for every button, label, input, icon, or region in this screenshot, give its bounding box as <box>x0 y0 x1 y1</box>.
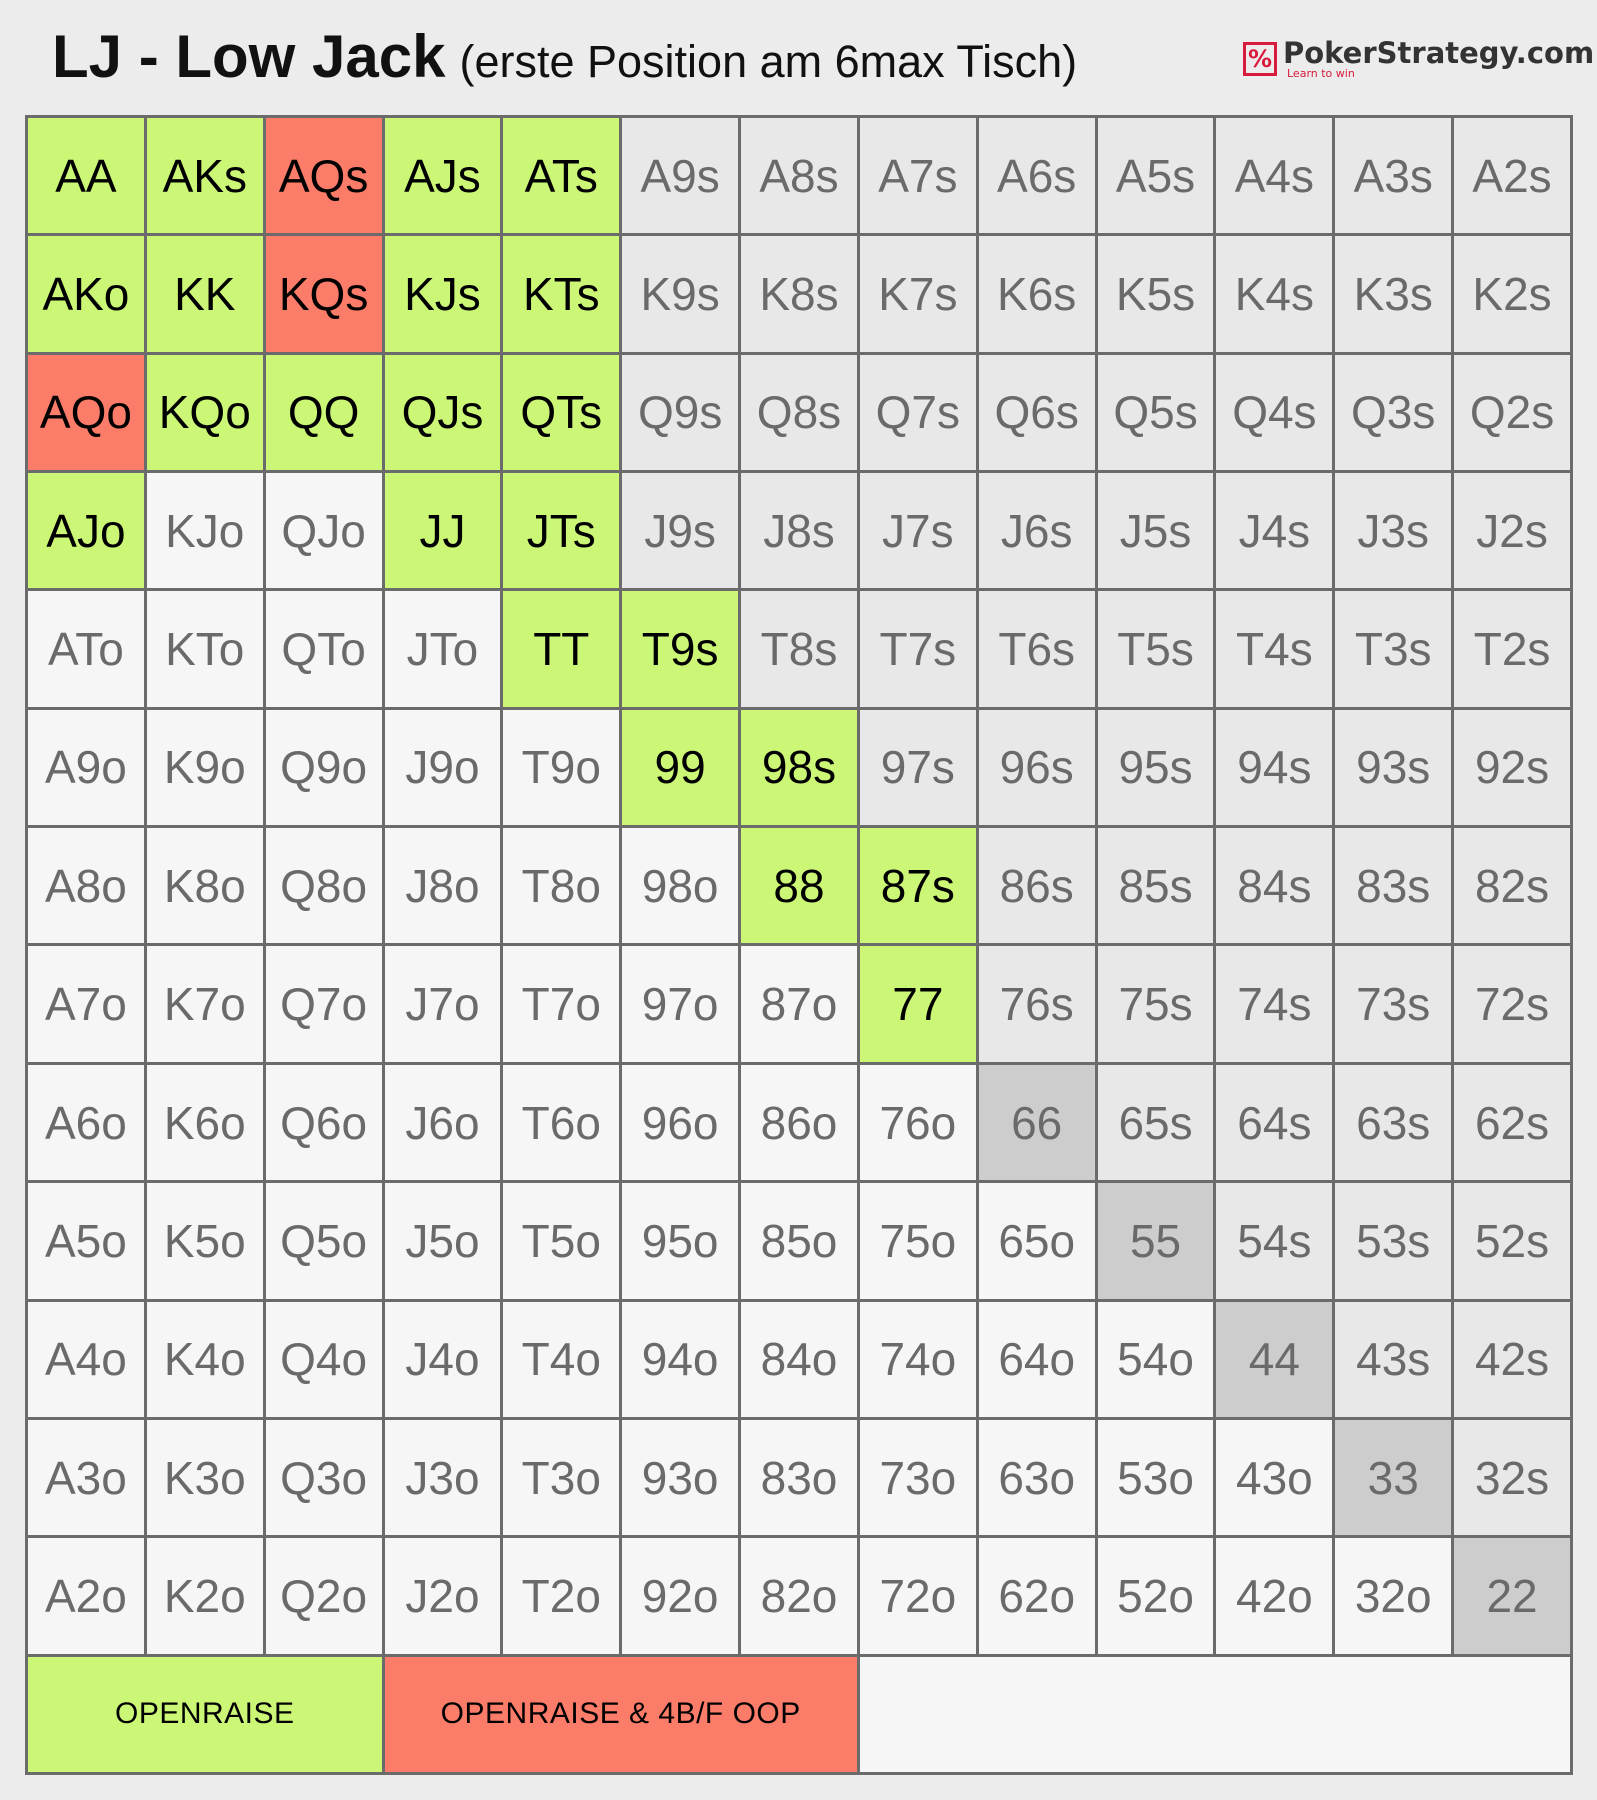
hand-cell-j3o: J3o <box>385 1420 501 1535</box>
hand-cell-43o: 43o <box>1216 1420 1332 1535</box>
hand-cell-ato: ATo <box>28 591 144 706</box>
hand-cell-qjs: QJs <box>385 355 501 470</box>
hand-cell-a7o: A7o <box>28 946 144 1061</box>
hand-cell-kqo: KQo <box>147 355 263 470</box>
hand-cell-63s: 63s <box>1335 1065 1451 1180</box>
hand-cell-j3s: J3s <box>1335 473 1451 588</box>
hand-cell-k5s: K5s <box>1098 236 1214 351</box>
hand-cell-86s: 86s <box>979 828 1095 943</box>
hand-cell-j5s: J5s <box>1098 473 1214 588</box>
hand-cell-98s: 98s <box>741 710 857 825</box>
hand-cell-75o: 75o <box>860 1183 976 1298</box>
range-chart <box>25 115 1573 1775</box>
hand-cell-97s: 97s <box>860 710 976 825</box>
hand-cell-kqs: KQs <box>266 236 382 351</box>
hand-cell-j8s: J8s <box>741 473 857 588</box>
hand-cell-83o: 83o <box>741 1420 857 1535</box>
hand-cell-a4o: A4o <box>28 1302 144 1417</box>
hand-cell-76o: 76o <box>860 1065 976 1180</box>
hand-cell-74s: 74s <box>1216 946 1332 1061</box>
hand-cell-tt: TT <box>503 591 619 706</box>
hand-cell-q6o: Q6o <box>266 1065 382 1180</box>
hand-cell-qq: QQ <box>266 355 382 470</box>
hand-cell-q4s: Q4s <box>1216 355 1332 470</box>
hand-cell-k7o: K7o <box>147 946 263 1061</box>
hand-cell-t7o: T7o <box>503 946 619 1061</box>
hand-cell-t4o: T4o <box>503 1302 619 1417</box>
hand-cell-aqs: AQs <box>266 118 382 233</box>
hand-cell-k9s: K9s <box>622 236 738 351</box>
hand-cell-t5o: T5o <box>503 1183 619 1298</box>
hand-cell-aqo: AQo <box>28 355 144 470</box>
hand-cell-83s: 83s <box>1335 828 1451 943</box>
hand-cell-kk: KK <box>147 236 263 351</box>
hand-cell-22: 22 <box>1454 1538 1570 1653</box>
hand-cell-t4s: T4s <box>1216 591 1332 706</box>
hand-cell-76s: 76s <box>979 946 1095 1061</box>
hand-cell-j9s: J9s <box>622 473 738 588</box>
hand-cell-k6s: K6s <box>979 236 1095 351</box>
hand-cell-ajs: AJs <box>385 118 501 233</box>
hand-cell-kjo: KJo <box>147 473 263 588</box>
hand-cell-q3o: Q3o <box>266 1420 382 1535</box>
hand-cell-42o: 42o <box>1216 1538 1332 1653</box>
hand-cell-k9o: K9o <box>147 710 263 825</box>
page-title: LJ - Low Jack <box>52 23 446 90</box>
hand-cell-a8o: A8o <box>28 828 144 943</box>
hand-cell-t7s: T7s <box>860 591 976 706</box>
hand-cell-73o: 73o <box>860 1420 976 1535</box>
hand-cell-t8s: T8s <box>741 591 857 706</box>
hand-cell-96o: 96o <box>622 1065 738 1180</box>
hand-cell-j4o: J4o <box>385 1302 501 1417</box>
hand-cell-j2s: J2s <box>1454 473 1570 588</box>
hand-cell-q9s: Q9s <box>622 355 738 470</box>
hand-cell-q5s: Q5s <box>1098 355 1214 470</box>
logo-tagline: Learn to win <box>1287 67 1355 80</box>
hand-cell-j2o: J2o <box>385 1538 501 1653</box>
hand-cell-43s: 43s <box>1335 1302 1451 1417</box>
hand-cell-82s: 82s <box>1454 828 1570 943</box>
hand-cell-52s: 52s <box>1454 1183 1570 1298</box>
hand-cell-t9o: T9o <box>503 710 619 825</box>
page-header <box>52 22 1077 112</box>
hand-cell-kto: KTo <box>147 591 263 706</box>
hand-cell-95s: 95s <box>1098 710 1214 825</box>
hand-cell-a3o: A3o <box>28 1420 144 1535</box>
hand-cell-j9o: J9o <box>385 710 501 825</box>
hand-cell-qts: QTs <box>503 355 619 470</box>
hand-cell-87o: 87o <box>741 946 857 1061</box>
logo-name: PokerStrategy.com <box>1283 36 1595 70</box>
hand-cell-jto: JTo <box>385 591 501 706</box>
hand-cell-72s: 72s <box>1454 946 1570 1061</box>
page-subtitle: (erste Position am 6max Tisch) <box>459 36 1078 87</box>
hand-cell-k8o: K8o <box>147 828 263 943</box>
hand-cell-32o: 32o <box>1335 1538 1451 1653</box>
hand-cell-k8s: K8s <box>741 236 857 351</box>
hand-cell-jj: JJ <box>385 473 501 588</box>
hand-cell-q6s: Q6s <box>979 355 1095 470</box>
hand-cell-k4s: K4s <box>1216 236 1332 351</box>
hand-cell-k5o: K5o <box>147 1183 263 1298</box>
hand-cell-k4o: K4o <box>147 1302 263 1417</box>
hand-cell-65s: 65s <box>1098 1065 1214 1180</box>
hand-cell-q7o: Q7o <box>266 946 382 1061</box>
hand-cell-j5o: J5o <box>385 1183 501 1298</box>
hand-cell-a2o: A2o <box>28 1538 144 1653</box>
hand-cell-k2o: K2o <box>147 1538 263 1653</box>
hand-cell-qto: QTo <box>266 591 382 706</box>
hand-cell-kjs: KJs <box>385 236 501 351</box>
hand-cell-82o: 82o <box>741 1538 857 1653</box>
hand-cell-q5o: Q5o <box>266 1183 382 1298</box>
hand-cell-q8o: Q8o <box>266 828 382 943</box>
hand-cell-a6s: A6s <box>979 118 1095 233</box>
hand-cell-t8o: T8o <box>503 828 619 943</box>
hand-cell-62o: 62o <box>979 1538 1095 1653</box>
hand-cell-t9s: T9s <box>622 591 738 706</box>
hand-cell-q2o: Q2o <box>266 1538 382 1653</box>
hand-cell-54s: 54s <box>1216 1183 1332 1298</box>
hand-cell-86o: 86o <box>741 1065 857 1180</box>
hand-cell-44: 44 <box>1216 1302 1332 1417</box>
hand-cell-t3s: T3s <box>1335 591 1451 706</box>
hand-cell-96s: 96s <box>979 710 1095 825</box>
hand-cell-32s: 32s <box>1454 1420 1570 1535</box>
hand-cell-k2s: K2s <box>1454 236 1570 351</box>
hand-cell-aa: AA <box>28 118 144 233</box>
hand-cell-84s: 84s <box>1216 828 1332 943</box>
hand-cell-t2s: T2s <box>1454 591 1570 706</box>
hand-grid <box>28 118 1570 1772</box>
hand-cell-ako: AKo <box>28 236 144 351</box>
hand-cell-a2s: A2s <box>1454 118 1570 233</box>
hand-cell-ajo: AJo <box>28 473 144 588</box>
hand-cell-93s: 93s <box>1335 710 1451 825</box>
hand-cell-q2s: Q2s <box>1454 355 1570 470</box>
legend-empty-space <box>860 1657 1570 1772</box>
pokerstrategy-logo[interactable] <box>1243 38 1594 80</box>
hand-cell-q4o: Q4o <box>266 1302 382 1417</box>
hand-cell-jts: JTs <box>503 473 619 588</box>
hand-cell-42s: 42s <box>1454 1302 1570 1417</box>
hand-cell-85o: 85o <box>741 1183 857 1298</box>
hand-cell-72o: 72o <box>860 1538 976 1653</box>
hand-cell-85s: 85s <box>1098 828 1214 943</box>
hand-cell-64s: 64s <box>1216 1065 1332 1180</box>
hand-cell-t2o: T2o <box>503 1538 619 1653</box>
hand-cell-q7s: Q7s <box>860 355 976 470</box>
hand-cell-qjo: QJo <box>266 473 382 588</box>
hand-cell-k6o: K6o <box>147 1065 263 1180</box>
logo-text <box>1283 38 1594 80</box>
hand-cell-j4s: J4s <box>1216 473 1332 588</box>
hand-cell-94o: 94o <box>622 1302 738 1417</box>
hand-cell-k3o: K3o <box>147 1420 263 1535</box>
hand-cell-75s: 75s <box>1098 946 1214 1061</box>
hand-cell-84o: 84o <box>741 1302 857 1417</box>
hand-cell-q3s: Q3s <box>1335 355 1451 470</box>
hand-cell-93o: 93o <box>622 1420 738 1535</box>
hand-cell-87s: 87s <box>860 828 976 943</box>
hand-cell-64o: 64o <box>979 1302 1095 1417</box>
hand-cell-99: 99 <box>622 710 738 825</box>
hand-cell-a3s: A3s <box>1335 118 1451 233</box>
hand-cell-65o: 65o <box>979 1183 1095 1298</box>
hand-cell-j7s: J7s <box>860 473 976 588</box>
pokerstrategy-logo-icon: % <box>1243 42 1277 76</box>
hand-cell-88: 88 <box>741 828 857 943</box>
hand-cell-a7s: A7s <box>860 118 976 233</box>
hand-cell-94s: 94s <box>1216 710 1332 825</box>
hand-cell-a5o: A5o <box>28 1183 144 1298</box>
hand-cell-63o: 63o <box>979 1420 1095 1535</box>
hand-cell-a9s: A9s <box>622 118 738 233</box>
hand-cell-j6o: J6o <box>385 1065 501 1180</box>
hand-cell-j7o: J7o <box>385 946 501 1061</box>
hand-cell-q9o: Q9o <box>266 710 382 825</box>
hand-cell-92s: 92s <box>1454 710 1570 825</box>
hand-cell-52o: 52o <box>1098 1538 1214 1653</box>
hand-cell-77: 77 <box>860 946 976 1061</box>
hand-cell-54o: 54o <box>1098 1302 1214 1417</box>
hand-cell-k7s: K7s <box>860 236 976 351</box>
hand-cell-t6s: T6s <box>979 591 1095 706</box>
legend-openraise: OPENRAISE <box>28 1657 382 1772</box>
hand-cell-92o: 92o <box>622 1538 738 1653</box>
hand-cell-j8o: J8o <box>385 828 501 943</box>
hand-cell-q8s: Q8s <box>741 355 857 470</box>
hand-cell-97o: 97o <box>622 946 738 1061</box>
hand-cell-t6o: T6o <box>503 1065 619 1180</box>
hand-cell-aks: AKs <box>147 118 263 233</box>
hand-cell-a6o: A6o <box>28 1065 144 1180</box>
hand-cell-55: 55 <box>1098 1183 1214 1298</box>
hand-cell-a9o: A9o <box>28 710 144 825</box>
legend-openraise-4b: OPENRAISE & 4B/F OOP <box>385 1657 857 1772</box>
hand-cell-t3o: T3o <box>503 1420 619 1535</box>
hand-cell-k3s: K3s <box>1335 236 1451 351</box>
hand-cell-kts: KTs <box>503 236 619 351</box>
hand-cell-98o: 98o <box>622 828 738 943</box>
hand-cell-a5s: A5s <box>1098 118 1214 233</box>
hand-cell-33: 33 <box>1335 1420 1451 1535</box>
hand-cell-j6s: J6s <box>979 473 1095 588</box>
hand-cell-74o: 74o <box>860 1302 976 1417</box>
hand-cell-ats: ATs <box>503 118 619 233</box>
hand-cell-a8s: A8s <box>741 118 857 233</box>
hand-cell-a4s: A4s <box>1216 118 1332 233</box>
hand-cell-53o: 53o <box>1098 1420 1214 1535</box>
hand-cell-62s: 62s <box>1454 1065 1570 1180</box>
hand-cell-73s: 73s <box>1335 946 1451 1061</box>
hand-cell-95o: 95o <box>622 1183 738 1298</box>
hand-cell-t5s: T5s <box>1098 591 1214 706</box>
hand-cell-66: 66 <box>979 1065 1095 1180</box>
hand-cell-53s: 53s <box>1335 1183 1451 1298</box>
